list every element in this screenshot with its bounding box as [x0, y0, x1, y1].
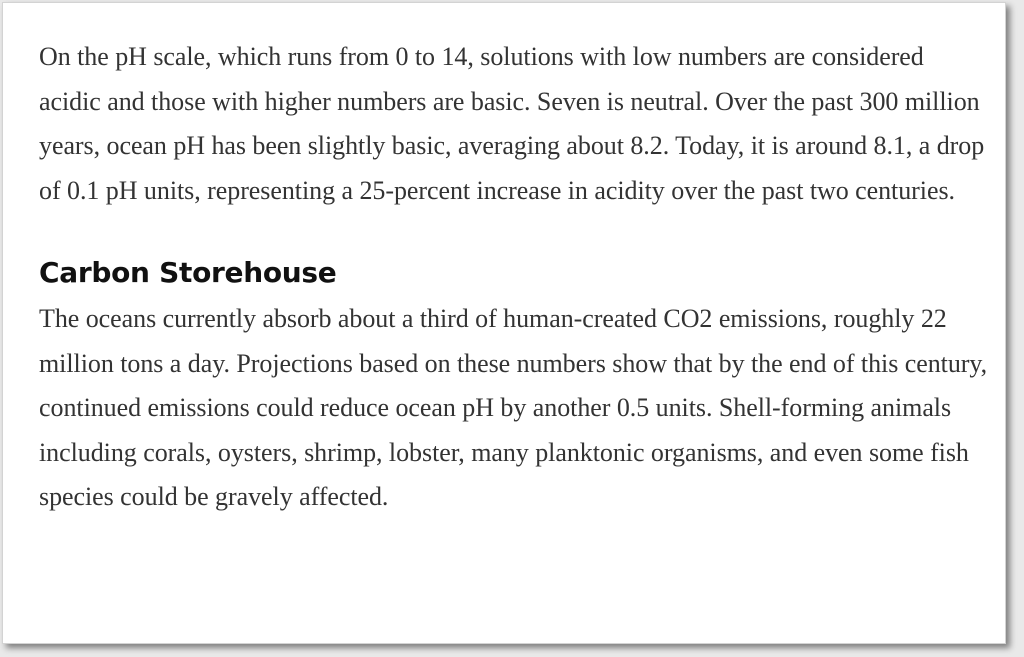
paragraph-carbon-storehouse: The oceans currently absorb about a third of human-created CO2 emissions, roughly 22 million tons a day. Projections based on these numbers show that by the end of this century, continued emissions could reduce ocean pH by another 0.5 units. Shell-forming animals including corals, oysters, shrimp, lobster, many planktonic organisms, and even some fish species could be gravely affected. — [39, 304, 988, 511]
article-body — [39, 35, 989, 520]
paragraph-ph-scale: On the pH scale, which runs from 0 to 14, solutions with low numbers are considered acidic and those with higher numbers are basic. Seven is neutral. Over the past 300 million years, ocean pH has been slightly basic, averaging about 8.2. Today, it is around 8.1, a drop of 0.1 pH units, representing a 25-percent increase in acidity over the past two centuries. — [39, 42, 985, 205]
section-heading: Carbon Storehouse — [39, 256, 337, 289]
article-card — [2, 2, 1006, 644]
